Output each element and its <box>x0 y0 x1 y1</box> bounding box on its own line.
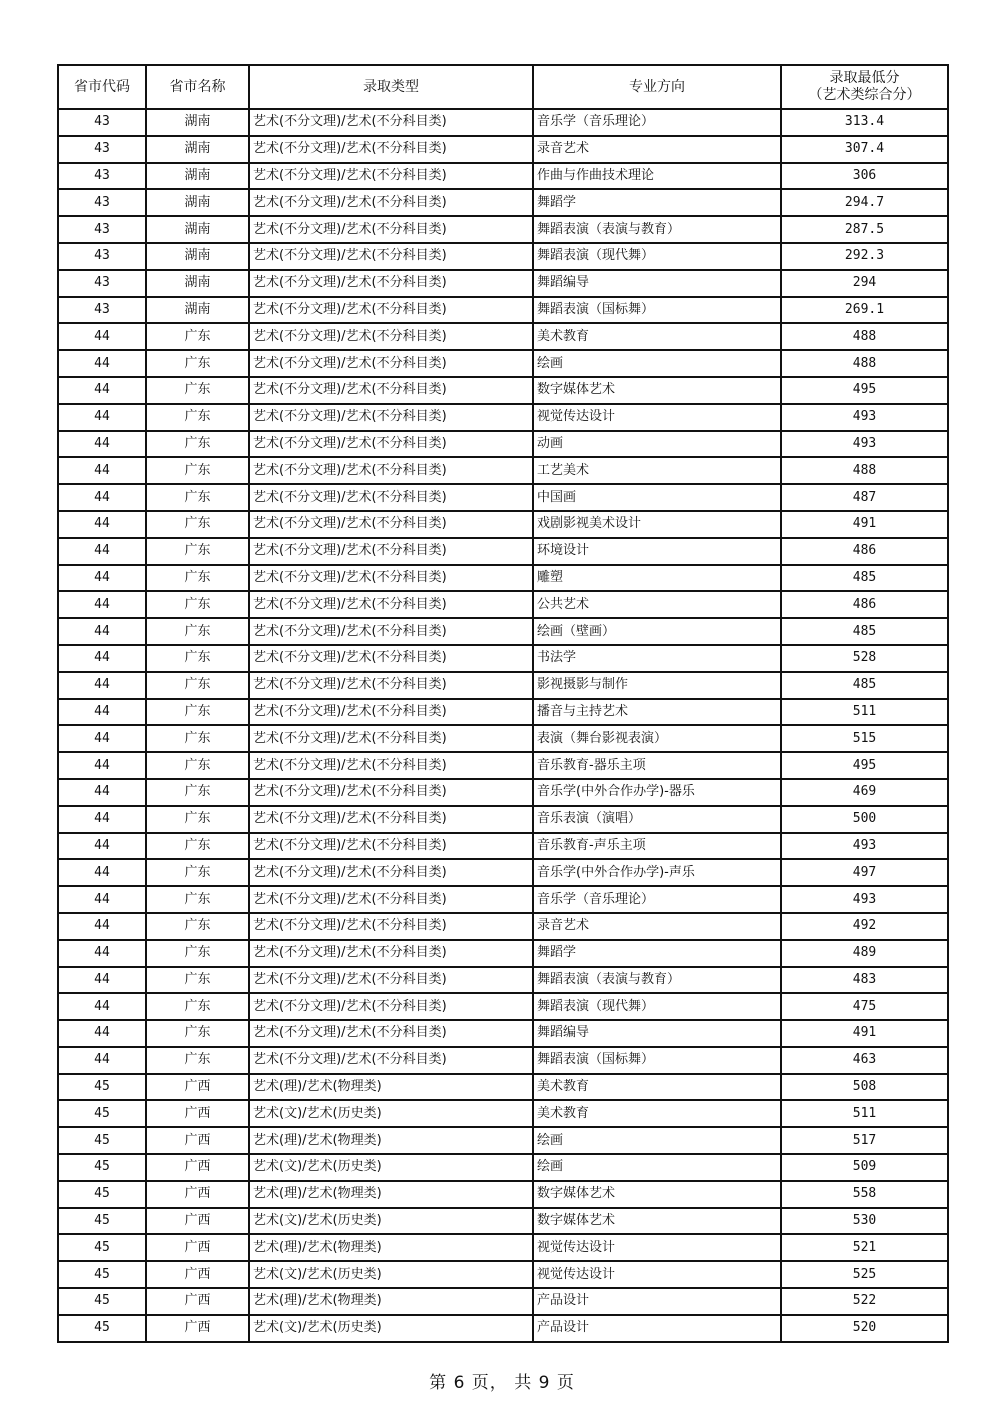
min-score-cell: 508 <box>781 1074 948 1101</box>
min-score-cell: 486 <box>781 591 948 618</box>
admission-type-cell: 艺术(不分文理)/艺术(不分科目类) <box>249 538 533 565</box>
major-cell: 播音与主持艺术 <box>533 699 781 726</box>
min-score-cell: 463 <box>781 1047 948 1074</box>
province-name-cell: 湖南 <box>146 136 249 163</box>
page-number: 第 6 页， 共 9 页 <box>429 1373 575 1393</box>
province-code-cell: 44 <box>58 806 146 833</box>
major-cell: 音乐学（音乐理论） <box>533 109 781 136</box>
table-row <box>58 618 948 645</box>
admission-type-cell: 艺术(不分文理)/艺术(不分科目类) <box>249 377 533 404</box>
table-row <box>58 645 948 672</box>
min-score-cell: 475 <box>781 993 948 1020</box>
province-name-cell: 广东 <box>146 672 249 699</box>
admission-type-cell: 艺术(不分文理)/艺术(不分科目类) <box>249 699 533 726</box>
province-name-cell: 广西 <box>146 1315 249 1342</box>
admission-type-cell: 艺术(不分文理)/艺术(不分科目类) <box>249 1047 533 1074</box>
admission-type-cell: 艺术(不分文理)/艺术(不分科目类) <box>249 672 533 699</box>
admission-type-cell: 艺术(不分文理)/艺术(不分科目类) <box>249 940 533 967</box>
major-cell: 美术教育 <box>533 1074 781 1101</box>
major-cell: 视觉传达设计 <box>533 1261 781 1288</box>
province-name-cell: 广东 <box>146 591 249 618</box>
min-score-cell: 487 <box>781 484 948 511</box>
major-cell: 雕塑 <box>533 565 781 592</box>
table-row <box>58 913 948 940</box>
province-name-cell: 广东 <box>146 699 249 726</box>
province-name-cell: 湖南 <box>146 243 249 270</box>
province-name-cell: 广东 <box>146 484 249 511</box>
table-row <box>58 1154 948 1181</box>
admission-type-cell: 艺术(不分文理)/艺术(不分科目类) <box>249 618 533 645</box>
admission-type-cell: 艺术(理)/艺术(物理类) <box>249 1234 533 1261</box>
province-code-cell: 43 <box>58 216 146 243</box>
table-row <box>58 270 948 297</box>
table-row <box>58 1100 948 1127</box>
header-province-code: 省市代码 <box>58 65 146 109</box>
admission-type-cell: 艺术(理)/艺术(物理类) <box>249 1074 533 1101</box>
min-score-cell: 491 <box>781 1020 948 1047</box>
table-row <box>58 993 948 1020</box>
province-code-cell: 44 <box>58 833 146 860</box>
major-cell: 产品设计 <box>533 1315 781 1342</box>
major-cell: 音乐教育-声乐主项 <box>533 833 781 860</box>
admission-type-cell: 艺术(不分文理)/艺术(不分科目类) <box>249 752 533 779</box>
min-score-cell: 525 <box>781 1261 948 1288</box>
major-cell: 中国画 <box>533 484 781 511</box>
min-score-cell: 493 <box>781 404 948 431</box>
major-cell: 舞蹈表演（国标舞） <box>533 1047 781 1074</box>
major-cell: 美术教育 <box>533 323 781 350</box>
min-score-cell: 488 <box>781 323 948 350</box>
admission-type-cell: 艺术(不分文理)/艺术(不分科目类) <box>249 913 533 940</box>
admission-type-cell: 艺术(不分文理)/艺术(不分科目类) <box>249 484 533 511</box>
province-name-cell: 广东 <box>146 967 249 994</box>
admission-type-cell: 艺术(不分文理)/艺术(不分科目类) <box>249 297 533 324</box>
province-name-cell: 广东 <box>146 940 249 967</box>
table-row <box>58 1208 948 1235</box>
table-row <box>58 216 948 243</box>
province-code-cell: 45 <box>58 1100 146 1127</box>
min-score-cell: 485 <box>781 672 948 699</box>
table-row <box>58 833 948 860</box>
min-score-cell: 488 <box>781 350 948 377</box>
admission-type-cell: 艺术(不分文理)/艺术(不分科目类) <box>249 993 533 1020</box>
province-code-cell: 44 <box>58 431 146 458</box>
province-code-cell: 44 <box>58 511 146 538</box>
min-score-cell: 489 <box>781 940 948 967</box>
admission-type-cell: 艺术(不分文理)/艺术(不分科目类) <box>249 645 533 672</box>
admission-type-cell: 艺术(不分文理)/艺术(不分科目类) <box>249 270 533 297</box>
province-code-cell: 44 <box>58 993 146 1020</box>
admission-type-cell: 艺术(不分文理)/艺术(不分科目类) <box>249 1020 533 1047</box>
table-row <box>58 163 948 190</box>
major-cell: 公共艺术 <box>533 591 781 618</box>
min-score-cell: 522 <box>781 1288 948 1315</box>
province-code-cell: 44 <box>58 1047 146 1074</box>
province-name-cell: 湖南 <box>146 216 249 243</box>
province-name-cell: 广西 <box>146 1288 249 1315</box>
province-name-cell: 广东 <box>146 1020 249 1047</box>
table-row <box>58 1047 948 1074</box>
table-row <box>58 565 948 592</box>
major-cell: 舞蹈编导 <box>533 1020 781 1047</box>
table-row <box>58 859 948 886</box>
min-score-cell: 528 <box>781 645 948 672</box>
min-score-cell: 287.5 <box>781 216 948 243</box>
table-row <box>58 511 948 538</box>
admission-type-cell: 艺术(不分文理)/艺术(不分科目类) <box>249 833 533 860</box>
table-row <box>58 591 948 618</box>
table-row <box>58 350 948 377</box>
min-score-cell: 517 <box>781 1127 948 1154</box>
table-row <box>58 1181 948 1208</box>
table-row <box>58 1261 948 1288</box>
province-name-cell: 广东 <box>146 752 249 779</box>
min-score-cell: 294 <box>781 270 948 297</box>
table-header-row <box>58 65 948 109</box>
min-score-cell: 488 <box>781 457 948 484</box>
province-code-cell: 44 <box>58 618 146 645</box>
major-cell: 工艺美术 <box>533 457 781 484</box>
table-row <box>58 538 948 565</box>
admission-type-cell: 艺术(理)/艺术(物理类) <box>249 1288 533 1315</box>
province-name-cell: 湖南 <box>146 163 249 190</box>
min-score-cell: 292.3 <box>781 243 948 270</box>
header-admission-type: 录取类型 <box>249 65 533 109</box>
province-name-cell: 湖南 <box>146 189 249 216</box>
province-name-cell: 广东 <box>146 511 249 538</box>
table-row <box>58 189 948 216</box>
admission-type-cell: 艺术(不分文理)/艺术(不分科目类) <box>249 859 533 886</box>
province-code-cell: 43 <box>58 189 146 216</box>
major-cell: 戏剧影视美术设计 <box>533 511 781 538</box>
province-code-cell: 44 <box>58 725 146 752</box>
province-name-cell: 广西 <box>146 1154 249 1181</box>
province-name-cell: 广东 <box>146 886 249 913</box>
province-code-cell: 44 <box>58 913 146 940</box>
table-row <box>58 806 948 833</box>
province-code-cell: 43 <box>58 297 146 324</box>
table-row <box>58 699 948 726</box>
province-code-cell: 43 <box>58 270 146 297</box>
admission-type-cell: 艺术(不分文理)/艺术(不分科目类) <box>249 725 533 752</box>
province-name-cell: 广东 <box>146 645 249 672</box>
province-name-cell: 广西 <box>146 1074 249 1101</box>
table-row <box>58 779 948 806</box>
major-cell: 舞蹈编导 <box>533 270 781 297</box>
province-code-cell: 44 <box>58 323 146 350</box>
min-score-cell: 492 <box>781 913 948 940</box>
major-cell: 绘画 <box>533 1127 781 1154</box>
province-name-cell: 广西 <box>146 1100 249 1127</box>
major-cell: 舞蹈表演（国标舞） <box>533 297 781 324</box>
province-name-cell: 湖南 <box>146 270 249 297</box>
admission-type-cell: 艺术(不分文理)/艺术(不分科目类) <box>249 779 533 806</box>
header-min-score <box>781 65 948 109</box>
admission-type-cell: 艺术(不分文理)/艺术(不分科目类) <box>249 565 533 592</box>
province-name-cell: 广东 <box>146 618 249 645</box>
province-code-cell: 43 <box>58 136 146 163</box>
table-row <box>58 484 948 511</box>
min-score-cell: 491 <box>781 511 948 538</box>
admission-type-cell: 艺术(文)/艺术(历史类) <box>249 1208 533 1235</box>
header-min-score-line2: （艺术类综合分） <box>808 87 921 103</box>
min-score-cell: 294.7 <box>781 189 948 216</box>
table-row <box>58 136 948 163</box>
province-code-cell: 44 <box>58 1020 146 1047</box>
province-name-cell: 广东 <box>146 457 249 484</box>
province-name-cell: 广东 <box>146 350 249 377</box>
header-min-score-line1: 录取最低分 <box>829 70 900 86</box>
province-code-cell: 44 <box>58 538 146 565</box>
province-code-cell: 45 <box>58 1154 146 1181</box>
province-name-cell: 广东 <box>146 431 249 458</box>
province-code-cell: 45 <box>58 1208 146 1235</box>
province-code-cell: 44 <box>58 457 146 484</box>
min-score-cell: 497 <box>781 859 948 886</box>
min-score-cell: 511 <box>781 699 948 726</box>
province-code-cell: 44 <box>58 886 146 913</box>
min-score-cell: 500 <box>781 806 948 833</box>
province-code-cell: 43 <box>58 243 146 270</box>
min-score-cell: 521 <box>781 1234 948 1261</box>
table-row <box>58 940 948 967</box>
province-code-cell: 45 <box>58 1127 146 1154</box>
admission-type-cell: 艺术(不分文理)/艺术(不分科目类) <box>249 431 533 458</box>
province-code-cell: 44 <box>58 645 146 672</box>
province-code-cell: 44 <box>58 484 146 511</box>
table-row <box>58 1074 948 1101</box>
table-row <box>58 1288 948 1315</box>
table-row <box>58 672 948 699</box>
province-code-cell: 45 <box>58 1288 146 1315</box>
table-row <box>58 404 948 431</box>
admission-type-cell: 艺术(理)/艺术(物理类) <box>249 1181 533 1208</box>
major-cell: 影视摄影与制作 <box>533 672 781 699</box>
table-row <box>58 323 948 350</box>
min-score-cell: 520 <box>781 1315 948 1342</box>
min-score-cell: 486 <box>781 538 948 565</box>
major-cell: 舞蹈学 <box>533 189 781 216</box>
table-row <box>58 457 948 484</box>
min-score-cell: 306 <box>781 163 948 190</box>
major-cell: 美术教育 <box>533 1100 781 1127</box>
admission-type-cell: 艺术(不分文理)/艺术(不分科目类) <box>249 163 533 190</box>
admission-type-cell: 艺术(不分文理)/艺术(不分科目类) <box>249 109 533 136</box>
admission-type-cell: 艺术(文)/艺术(历史类) <box>249 1315 533 1342</box>
province-name-cell: 广东 <box>146 779 249 806</box>
province-code-cell: 44 <box>58 404 146 431</box>
min-score-cell: 307.4 <box>781 136 948 163</box>
major-cell: 音乐学（音乐理论） <box>533 886 781 913</box>
min-score-cell: 515 <box>781 725 948 752</box>
admission-score-table <box>57 64 949 1343</box>
major-cell: 录音艺术 <box>533 913 781 940</box>
major-cell: 书法学 <box>533 645 781 672</box>
province-code-cell: 44 <box>58 699 146 726</box>
admission-type-cell: 艺术(不分文理)/艺术(不分科目类) <box>249 189 533 216</box>
min-score-cell: 313.4 <box>781 109 948 136</box>
province-name-cell: 广东 <box>146 565 249 592</box>
admission-type-cell: 艺术(文)/艺术(历史类) <box>249 1261 533 1288</box>
province-name-cell: 广西 <box>146 1261 249 1288</box>
min-score-cell: 495 <box>781 377 948 404</box>
province-name-cell: 广东 <box>146 1047 249 1074</box>
admission-type-cell: 艺术(文)/艺术(历史类) <box>249 1100 533 1127</box>
major-cell: 绘画 <box>533 1154 781 1181</box>
province-code-cell: 45 <box>58 1261 146 1288</box>
admission-type-cell: 艺术(不分文理)/艺术(不分科目类) <box>249 591 533 618</box>
major-cell: 数字媒体艺术 <box>533 1208 781 1235</box>
major-cell: 音乐教育-器乐主项 <box>533 752 781 779</box>
min-score-cell: 511 <box>781 1100 948 1127</box>
province-code-cell: 44 <box>58 350 146 377</box>
province-code-cell: 45 <box>58 1181 146 1208</box>
min-score-cell: 485 <box>781 618 948 645</box>
header-major: 专业方向 <box>533 65 781 109</box>
table-row <box>58 109 948 136</box>
major-cell: 视觉传达设计 <box>533 404 781 431</box>
province-code-cell: 45 <box>58 1315 146 1342</box>
major-cell: 舞蹈表演（现代舞） <box>533 993 781 1020</box>
admission-type-cell: 艺术(不分文理)/艺术(不分科目类) <box>249 404 533 431</box>
major-cell: 产品设计 <box>533 1288 781 1315</box>
province-name-cell: 广东 <box>146 404 249 431</box>
province-name-cell: 广东 <box>146 806 249 833</box>
admission-type-cell: 艺术(不分文理)/艺术(不分科目类) <box>249 886 533 913</box>
admission-type-cell: 艺术(不分文理)/艺术(不分科目类) <box>249 967 533 994</box>
province-name-cell: 湖南 <box>146 109 249 136</box>
province-name-cell: 广西 <box>146 1127 249 1154</box>
min-score-cell: 495 <box>781 752 948 779</box>
admission-type-cell: 艺术(不分文理)/艺术(不分科目类) <box>249 136 533 163</box>
province-code-cell: 44 <box>58 779 146 806</box>
province-name-cell: 广东 <box>146 538 249 565</box>
admission-type-cell: 艺术(理)/艺术(物理类) <box>249 1127 533 1154</box>
min-score-cell: 493 <box>781 431 948 458</box>
table-row <box>58 886 948 913</box>
province-code-cell: 44 <box>58 752 146 779</box>
major-cell: 作曲与作曲技术理论 <box>533 163 781 190</box>
major-cell: 绘画 <box>533 350 781 377</box>
table-body <box>58 109 948 1342</box>
major-cell: 视觉传达设计 <box>533 1234 781 1261</box>
min-score-cell: 483 <box>781 967 948 994</box>
province-code-cell: 44 <box>58 672 146 699</box>
major-cell: 舞蹈表演（表演与教育） <box>533 967 781 994</box>
province-name-cell: 广东 <box>146 323 249 350</box>
min-score-cell: 469 <box>781 779 948 806</box>
major-cell: 数字媒体艺术 <box>533 1181 781 1208</box>
min-score-cell: 269.1 <box>781 297 948 324</box>
table-row <box>58 377 948 404</box>
province-code-cell: 44 <box>58 967 146 994</box>
admission-type-cell: 艺术(文)/艺术(历史类) <box>249 1154 533 1181</box>
province-name-cell: 广东 <box>146 833 249 860</box>
major-cell: 数字媒体艺术 <box>533 377 781 404</box>
province-name-cell: 广东 <box>146 377 249 404</box>
min-score-cell: 530 <box>781 1208 948 1235</box>
province-code-cell: 44 <box>58 565 146 592</box>
admission-type-cell: 艺术(不分文理)/艺术(不分科目类) <box>249 216 533 243</box>
major-cell: 音乐学(中外合作办学)-声乐 <box>533 859 781 886</box>
min-score-cell: 485 <box>781 565 948 592</box>
province-code-cell: 44 <box>58 591 146 618</box>
admission-type-cell: 艺术(不分文理)/艺术(不分科目类) <box>249 457 533 484</box>
province-code-cell: 43 <box>58 163 146 190</box>
table-row <box>58 1315 948 1342</box>
major-cell: 录音艺术 <box>533 136 781 163</box>
major-cell: 表演（舞台影视表演） <box>533 725 781 752</box>
province-name-cell: 湖南 <box>146 297 249 324</box>
min-score-cell: 558 <box>781 1181 948 1208</box>
min-score-cell: 493 <box>781 886 948 913</box>
admission-type-cell: 艺术(不分文理)/艺术(不分科目类) <box>249 323 533 350</box>
table-row <box>58 967 948 994</box>
admission-type-cell: 艺术(不分文理)/艺术(不分科目类) <box>249 511 533 538</box>
province-code-cell: 45 <box>58 1234 146 1261</box>
province-name-cell: 广东 <box>146 725 249 752</box>
admission-type-cell: 艺术(不分文理)/艺术(不分科目类) <box>249 243 533 270</box>
table-row <box>58 243 948 270</box>
admission-type-cell: 艺术(不分文理)/艺术(不分科目类) <box>249 806 533 833</box>
table-row <box>58 1234 948 1261</box>
province-name-cell: 广西 <box>146 1181 249 1208</box>
admission-type-cell: 艺术(不分文理)/艺术(不分科目类) <box>249 350 533 377</box>
table-row <box>58 431 948 458</box>
province-name-cell: 广东 <box>146 913 249 940</box>
province-code-cell: 44 <box>58 377 146 404</box>
table-row <box>58 1127 948 1154</box>
major-cell: 舞蹈表演（现代舞） <box>533 243 781 270</box>
province-code-cell: 43 <box>58 109 146 136</box>
major-cell: 音乐学(中外合作办学)-器乐 <box>533 779 781 806</box>
province-name-cell: 广东 <box>146 859 249 886</box>
province-name-cell: 广西 <box>146 1208 249 1235</box>
major-cell: 舞蹈学 <box>533 940 781 967</box>
min-score-cell: 493 <box>781 833 948 860</box>
province-code-cell: 44 <box>58 940 146 967</box>
header-province-name: 省市名称 <box>146 65 249 109</box>
major-cell: 舞蹈表演（表演与教育） <box>533 216 781 243</box>
table-row <box>58 725 948 752</box>
province-code-cell: 45 <box>58 1074 146 1101</box>
major-cell: 音乐表演（演唱） <box>533 806 781 833</box>
province-code-cell: 44 <box>58 859 146 886</box>
table-row <box>58 752 948 779</box>
major-cell: 动画 <box>533 431 781 458</box>
province-name-cell: 广东 <box>146 993 249 1020</box>
province-name-cell: 广西 <box>146 1234 249 1261</box>
table-row <box>58 297 948 324</box>
major-cell: 绘画（壁画） <box>533 618 781 645</box>
major-cell: 环境设计 <box>533 538 781 565</box>
table-row <box>58 1020 948 1047</box>
min-score-cell: 509 <box>781 1154 948 1181</box>
